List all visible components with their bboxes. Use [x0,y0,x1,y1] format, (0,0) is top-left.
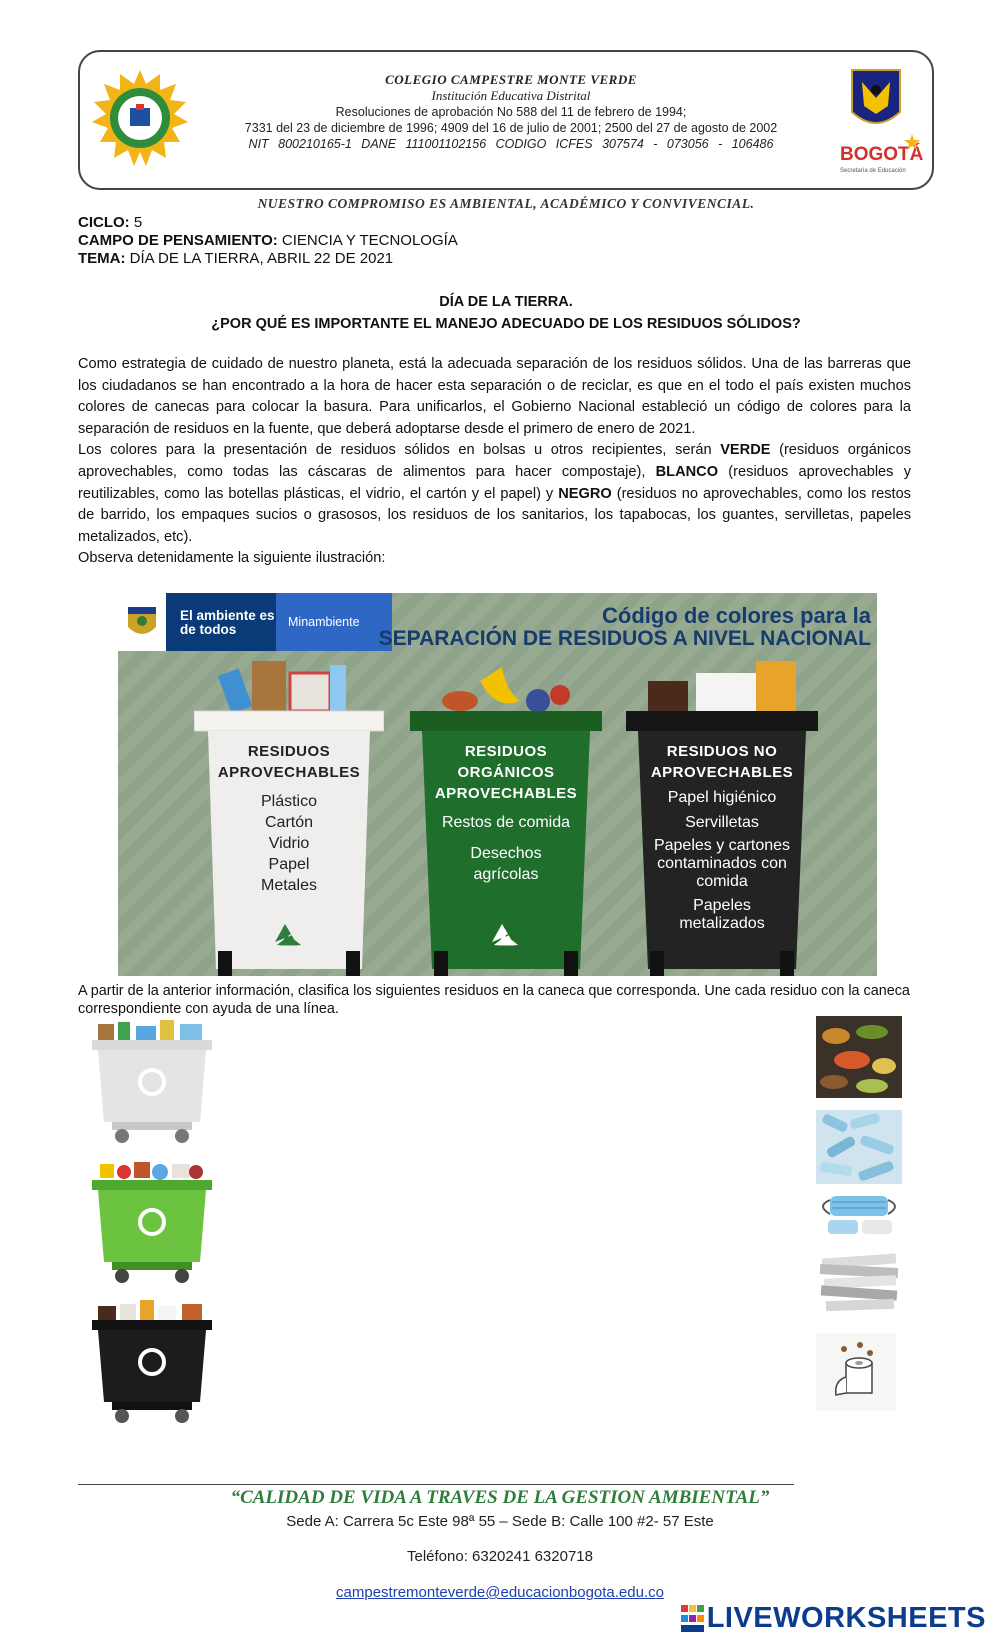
paragraph-intro: Como estrategia de cuidado de nuestro planeta, está la adecuada separación de los residuos sólidos. Una de las barreras que los ciudadanos se han encontrado a la hora de hacer esta separación o de reciclar, es que en el todo el país existen muchos colores de canecas para colocar la basura. Para unificarlos, el Gobierno Nacional estableció un código de colores para la separación de residuos en la fuente, que deberá adoptarse desde el primero de enero de 2021. [78,356,911,437]
bin-2-head-3: APROVECHABLES [434,785,578,802]
color-code-infographic [118,593,877,976]
bin-1-item-metales: Metales [260,877,318,894]
brand-minambiente: Minambiente [276,593,392,651]
school-header [78,50,934,190]
bin-1-item-vidrio: Vidrio [268,835,310,852]
bin-2-head-1: RESIDUOS [464,743,548,760]
paragraph-observe: Observa detenidamente la siguiente ilustración: [78,550,386,567]
bin-1-head-2: APROVECHABLES [217,764,361,781]
infographic-title-1: Código de colores para la [602,603,871,628]
nit-dane-icfes-line: NIT 800210165-1 DANE 111001102156 CODIGO ICFES 307574 - 073056 - 106486 [248,137,774,151]
liveworksheets-wordmark: LIVEWORKSHEETS [706,1602,986,1634]
document-title [78,291,934,335]
school-motto: NUESTRO COMPROMISO ES AMBIENTAL, ACADÉMICO Y CONVIVENCIAL. [257,196,755,211]
bin-organicos [410,651,602,976]
bin-aprovechables [194,651,384,976]
bin-3-item-papel-higienico: Papel higiénico [667,789,777,806]
campo-value: CIENCIA Y TECNOLOGÍA [277,232,458,249]
white-bin-target[interactable] [90,1018,214,1146]
footer-divider [78,1484,794,1485]
resolution-line-1: Resoluciones de aprobación No 588 del 11 de febrero de 1994; [335,105,687,119]
bin-1-item-carton: Cartón [264,814,314,831]
footer-address: Sede A: Carrera 5c Este 98ª 55 – Sede B: Calle 100 #2- 57 Este [286,1513,714,1530]
bin-no-aprovechables [626,651,818,976]
paragraph-colors: Los colores para la presentación de residuos sólidos en bolsas u otros recipientes, serán VERDE (residuos orgánicos aprovechables, como todas las cáscaras de alimentos para hacer compostaje), BLANCO (residuos aprovechables y reutilizables, como las botellas plásticas, el vidrio, el cartón y el papel) y NEGRO (residuos no aprovechables, como los restos de barrido, los empaques sucios o grasosos, los residuos de los sanitarios, los tapabocas, los guantes, servilletas, papeles metalizados, etc). [78,442,911,545]
bin-3-item-papeles-cartones: Papeles y cartones contaminados con comida [653,837,791,890]
tema-value: DÍA DE LA TIERRA, ABRIL 22 DE 2021 [125,250,394,267]
footer-email-link[interactable]: campestremonteverde@educacionbogota.edu.co [336,1584,664,1601]
liveworksheets-icon [681,1605,705,1633]
infographic-title-2: SEPARACIÓN DE RESIDUOS A NIVEL NACIONAL [378,627,871,650]
title-line-1: DÍA DE LA TIERRA. [439,294,573,310]
tema-line [78,250,458,268]
campo-label: CAMPO DE PENSAMIENTO: [78,232,278,249]
food-scraps-image[interactable] [816,1016,902,1098]
institution-type: Institución Educativa Distrital [431,88,591,103]
ciclo-line [78,214,458,232]
colombia-coat-of-arms [118,593,166,651]
bin-2-item-desechos: Desechos agrícolas [470,845,542,883]
green-bin-target[interactable] [90,1158,214,1286]
word-negro: NEGRO [558,485,612,502]
bin-3-item-papeles-metalizados: Papeles metalizados [679,897,765,932]
footer-slogan: “CALIDAD DE VIDA A TRAVES DE LA GESTION AMBIENTAL” [230,1487,770,1508]
word-verde: VERDE [720,442,771,459]
bin-1-item-plastico: Plástico [260,793,318,810]
bin-1-item-papel: Papel [268,856,310,873]
bogota-subtext: Secretaría de Educación [840,168,906,174]
title-line-2: ¿POR QUÉ ES IMPORTANTE EL MANEJO ADECUADO DE LOS RESIDUOS SÓLIDOS? [211,316,801,332]
toilet-paper-image[interactable] [816,1333,896,1411]
school-name: COLEGIO CAMPESTRE MONTE VERDE [385,72,637,87]
bogota-wordmark: BOGOTÁ [840,144,924,165]
school-seal-logo [92,70,188,166]
tema-label: TEMA: [78,250,126,267]
body-text [78,354,911,570]
newspapers-image[interactable] [816,1250,904,1314]
bin-3-head-2: APROVECHABLES [650,764,794,781]
liveworksheets-brand[interactable] [681,1602,986,1635]
exercise-instructions: A partir de la anterior información, clasifica los siguientes residuos en la caneca que corresponda. Une cada residuo con la caneca correspondiente con ayuda de una línea. [78,983,910,1017]
black-bin-target[interactable] [90,1298,214,1426]
footer-phone: Teléfono: 6320241 6320718 [406,1548,593,1565]
face-masks-image[interactable] [814,1190,904,1238]
bin-2-item-restos: Restos de comida [441,814,571,831]
brand-ambiente: El ambiente es de todos [166,593,276,651]
bin-3-head-1: RESIDUOS NO [666,743,778,760]
bogota-secretaria-logo [838,62,924,180]
ciclo-label: CICLO: [78,214,130,231]
bin-1-head-1: RESIDUOS [247,743,331,760]
bin-2-head-2: ORGÁNICOS [457,764,555,781]
resolution-line-2: 7331 del 23 de diciembre de 1996; 4909 del 16 de julio de 2001; 2500 del 27 de agosto de 2002 [244,121,778,135]
bin-3-item-servilletas: Servilletas [685,814,759,831]
campo-line [78,232,458,250]
document-meta [78,214,458,268]
ciclo-value: 5 [129,214,143,231]
plastic-bottles-image[interactable] [816,1110,902,1184]
word-blanco: BLANCO [655,463,719,480]
